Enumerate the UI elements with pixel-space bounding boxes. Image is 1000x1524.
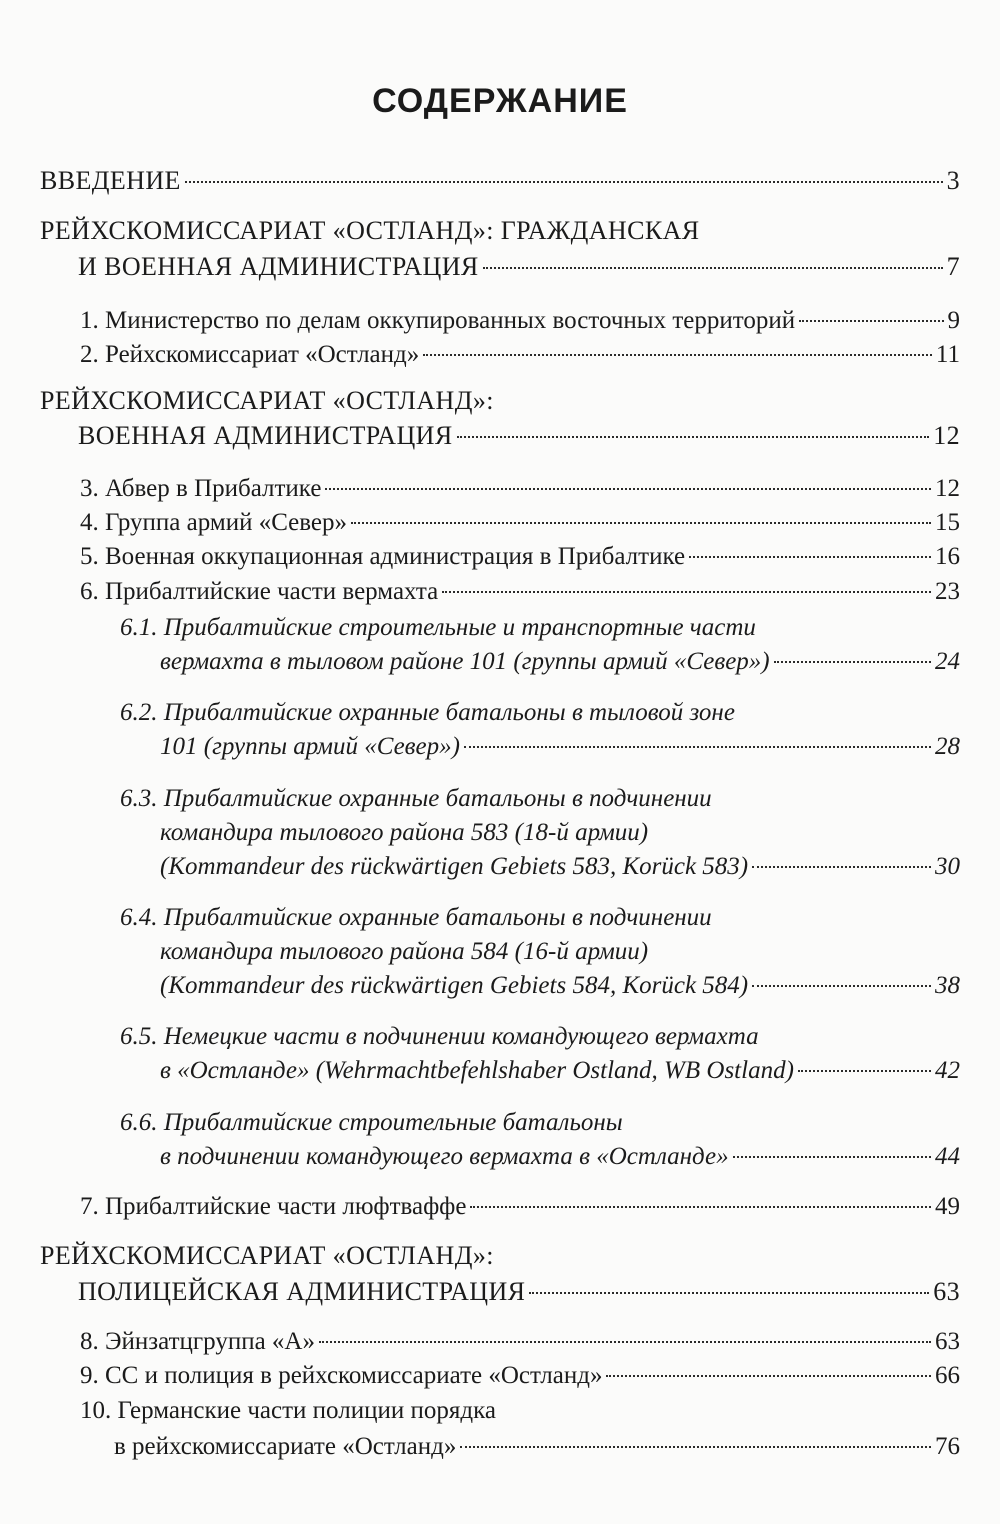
dot-leader: [752, 985, 931, 987]
toc-chapter-2[interactable]: [0, 339, 1000, 371]
toc-subchapter-6-6[interactable]: [0, 1107, 1000, 1139]
toc-chapter-1[interactable]: [0, 305, 1000, 337]
toc-subchapter-6-6-cont[interactable]: [0, 1141, 1000, 1173]
toc-entry-text: И ВОЕННАЯ АДМИНИСТРАЦИЯ: [78, 252, 479, 281]
toc-page-number: 76: [935, 1433, 960, 1460]
toc-page-number: 44: [935, 1143, 960, 1170]
toc-entry-text: 4. Группа армий «Север»: [80, 509, 348, 536]
toc-page-number: 15: [935, 509, 960, 536]
toc-entry-text: в рейхскомиссариате «Остланд»: [114, 1433, 457, 1460]
toc-subchapter-6-4-cont[interactable]: [0, 936, 1000, 968]
dot-leader: [442, 591, 931, 593]
toc-entry-text: командира тылового района 583 (18-й армии): [160, 819, 649, 846]
toc-section-civil-military[interactable]: [0, 215, 1000, 247]
toc-page-number: 49: [935, 1193, 960, 1220]
toc-page-number: 23: [935, 578, 960, 605]
dot-leader: [798, 1070, 931, 1072]
toc-section-police[interactable]: [0, 1240, 1000, 1272]
toc-entry-text: 9. СС и полиция в рейхскомиссариате «Остланд»: [80, 1362, 603, 1389]
toc-subchapter-6-5[interactable]: [0, 1021, 1000, 1053]
dot-leader: [689, 556, 931, 558]
toc-entry-text: 6.3. Прибалтийские охранные батальоны в подчинении: [120, 785, 712, 812]
toc-entry-text: РЕЙХСКОМИССАРИАТ «ОСТЛАНД»:: [40, 386, 494, 415]
toc-entry-text: 1. Министерство по делам оккупированных восточных территорий: [80, 307, 796, 334]
toc-entry-text: 6.5. Немецкие части в подчинении командующего вермахта: [120, 1023, 759, 1050]
dot-leader: [325, 488, 931, 490]
toc-chapter-6[interactable]: [0, 576, 1000, 608]
dot-leader: [460, 1446, 931, 1448]
toc-subchapter-6-3-cont[interactable]: [0, 817, 1000, 849]
dot-leader: [774, 661, 931, 663]
toc-entry-text: командира тылового района 584 (16-й армии): [160, 938, 649, 965]
toc-entry-text: ВВЕДЕНИЕ: [40, 166, 181, 195]
toc-page-number: 16: [935, 543, 960, 570]
toc-subchapter-6-1[interactable]: [0, 612, 1000, 644]
toc-entry-text: 10. Германские части полиции порядка: [80, 1397, 496, 1424]
toc-page-number: 66: [935, 1362, 960, 1389]
dot-leader: [752, 866, 931, 868]
toc-page-number: 28: [935, 733, 960, 760]
dot-leader: [529, 1292, 929, 1294]
toc-entry-text: 6.1. Прибалтийские строительные и транспортные части: [120, 614, 756, 641]
toc-chapter-10-cont[interactable]: [0, 1431, 1000, 1463]
toc-chapter-4[interactable]: [0, 507, 1000, 539]
dot-leader: [470, 1206, 931, 1208]
toc-entry-text: в «Остланде» (Wehrmachtbefehlshaber Ostland, WB Ostland): [160, 1057, 794, 1084]
toc-entry-text: 6.4. Прибалтийские охранные батальоны в подчинении: [120, 904, 712, 931]
toc-page-number: 42: [935, 1057, 960, 1084]
toc-page-number: 38: [935, 972, 960, 999]
toc-entry-text: 6. Прибалтийские части вермахта: [80, 578, 439, 605]
toc-entry-text: 8. Эйнзатцгруппа «А»: [80, 1328, 315, 1355]
dot-leader: [483, 267, 943, 269]
toc-page-number: 24: [935, 648, 960, 675]
toc-subchapter-6-4[interactable]: [0, 902, 1000, 934]
toc-entry-text: 6.6. Прибалтийские строительные батальоны: [120, 1109, 623, 1136]
toc-page-number: 11: [935, 341, 960, 368]
page-title: СОДЕРЖАНИЕ: [372, 82, 628, 120]
dot-leader: [423, 354, 932, 356]
toc-chapter-7[interactable]: [0, 1191, 1000, 1223]
toc-entry-text: РЕЙХСКОМИССАРИАТ «ОСТЛАНД»:: [40, 1241, 494, 1270]
toc-page-number: 7: [946, 252, 960, 281]
toc-entry-text: 2. Рейхскомиссариат «Остланд»: [80, 341, 420, 368]
toc-page-number: 12: [933, 421, 960, 450]
dot-leader: [457, 436, 930, 438]
dot-leader: [606, 1375, 931, 1377]
toc-subchapter-6-3-cont2[interactable]: [0, 851, 1000, 883]
toc-section-military-cont[interactable]: [0, 420, 1000, 452]
toc-entry-text: 5. Военная оккупационная администрация в Прибалтике: [80, 543, 686, 570]
toc-entry-text: в подчинении командующего вермахта в «Остланде»: [160, 1143, 729, 1170]
toc-entry-intro[interactable]: [0, 165, 1000, 197]
toc-page-number: 12: [935, 475, 960, 502]
toc-entry-text: 7. Прибалтийские части люфтваффе: [80, 1193, 467, 1220]
toc-chapter-8[interactable]: [0, 1326, 1000, 1358]
toc-section-police-cont[interactable]: [0, 1276, 1000, 1308]
toc-entry-text: ПОЛИЦЕЙСКАЯ АДМИНИСТРАЦИЯ: [78, 1277, 526, 1306]
toc-subchapter-6-2[interactable]: [0, 697, 1000, 729]
toc-entry-text: ВОЕННАЯ АДМИНИСТРАЦИЯ: [78, 421, 453, 450]
dot-leader: [351, 522, 931, 524]
toc-subchapter-6-5-cont[interactable]: [0, 1055, 1000, 1087]
dot-leader: [733, 1156, 931, 1158]
toc-page-number: 30: [935, 853, 960, 880]
toc-subchapter-6-4-cont2[interactable]: [0, 970, 1000, 1002]
dot-leader: [464, 746, 931, 748]
toc-entry-text: РЕЙХСКОМИССАРИАТ «ОСТЛАНД»: ГРАЖДАНСКАЯ: [40, 216, 700, 245]
toc-chapter-9[interactable]: [0, 1360, 1000, 1392]
toc-page-number: 63: [935, 1328, 960, 1355]
toc-chapter-5[interactable]: [0, 541, 1000, 573]
toc-entry-text: вермахта в тыловом районе 101 (группы армий «Север»): [160, 648, 770, 675]
toc-section-military[interactable]: [0, 385, 1000, 417]
dot-leader: [799, 320, 943, 322]
toc-subchapter-6-2-cont[interactable]: [0, 731, 1000, 763]
toc-page-number: 63: [933, 1277, 960, 1306]
toc-chapter-3[interactable]: [0, 473, 1000, 505]
toc-entry-text: (Kommandeur des rückwärtigen Gebiets 584, Korück 584): [160, 972, 749, 999]
toc-subchapter-6-3[interactable]: [0, 783, 1000, 815]
toc-entry-text: (Kommandeur des rückwärtigen Gebiets 583, Korück 583): [160, 853, 749, 880]
toc-chapter-10[interactable]: [0, 1395, 1000, 1427]
dot-leader: [319, 1341, 931, 1343]
toc-section-civil-military-cont[interactable]: [0, 251, 1000, 283]
toc-entry-text: 101 (группы армий «Север»): [160, 733, 460, 760]
toc-page-number: 3: [946, 166, 960, 195]
toc-page-number: 9: [947, 307, 960, 334]
toc-entry-text: 6.2. Прибалтийские охранные батальоны в тыловой зоне: [120, 699, 735, 726]
dot-leader: [185, 181, 943, 183]
toc-subchapter-6-1-cont[interactable]: [0, 646, 1000, 678]
toc-entry-text: 3. Абвер в Прибалтике: [80, 475, 322, 502]
